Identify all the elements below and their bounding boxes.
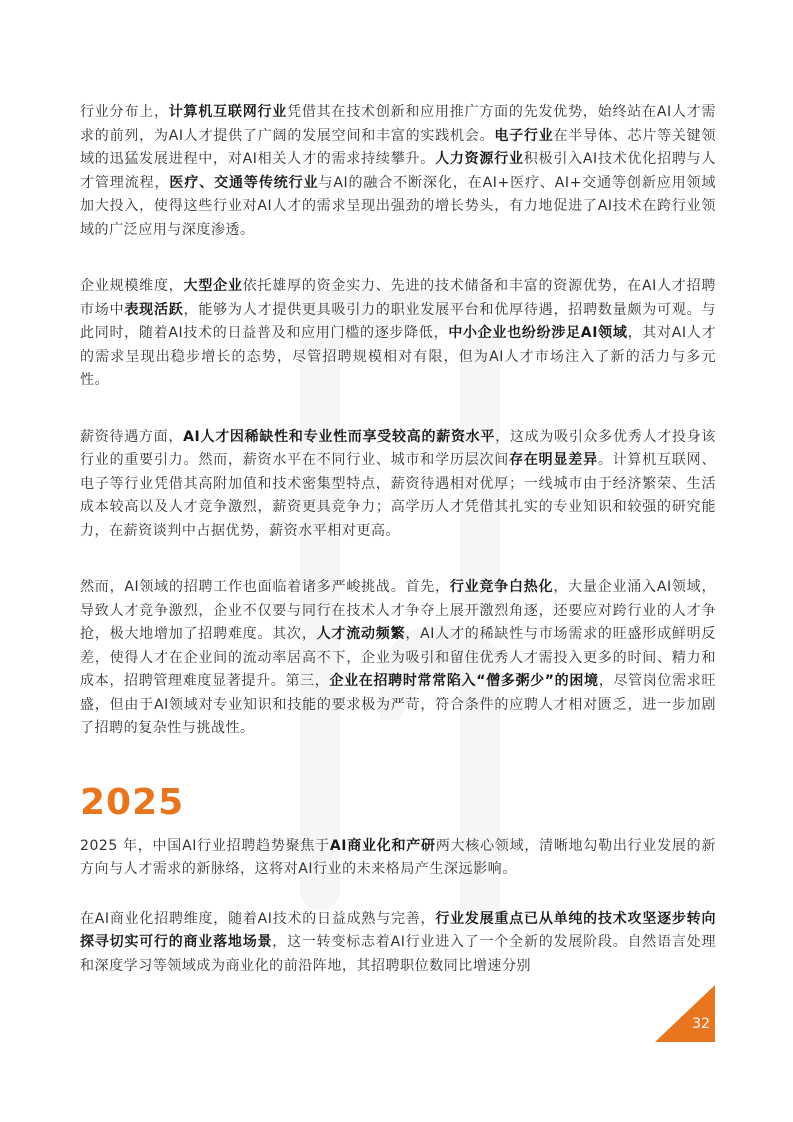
emphasis-text: AI商业化和产研 — [329, 837, 436, 854]
paragraph-industry — [80, 101, 716, 242]
page-number: 32 — [692, 1016, 710, 1032]
emphasis-text: 电子行业 — [494, 127, 554, 144]
body-text: 在AI商业化招聘维度，随着AI技术的日益成熟与完善， — [80, 910, 436, 927]
emphasis-text: 企业在招聘时常常陷入“僧多粥少”的困境 — [329, 673, 599, 689]
body-text: ，AI人才的稀缺性与市场需求的旺盛形成鲜明反差，使得人才在企业间的流动率居高不下，企业为吸引和留住优秀人才需投入更多的时间、精力和成本，招聘管理难度显著提升。第三， — [80, 626, 716, 689]
emphasis-text: AI人才因稀缺性和专业性而享受较高的薪资水平 — [183, 428, 496, 445]
body-text: ，这一转变标志着AI行业进入了一个全新的发展阶段。自然语言处理和深度学习等领域成为商业化的前沿阵地，其招聘职位数同比增速分别 — [80, 934, 716, 974]
body-text: 依托雄厚的资金实力、先进的技术储备和丰富的资源优势，在AI人才招聘市场中 — [80, 278, 716, 318]
paragraph-company-size — [80, 275, 716, 393]
page-corner-triangle — [655, 985, 715, 1042]
body-text: 两大核心领域，清晰地勾勒出行业发展的新方向与人才需求的新脉络，这将对AI行业的未来格局产生深远影响。 — [80, 837, 716, 877]
paragraph-challenges — [80, 576, 716, 741]
emphasis-text: 医疗、交通等传统行业 — [169, 174, 319, 191]
emphasis-text: 存在明显差异 — [509, 452, 598, 468]
body-text: ，能够为人才提供更具吸引力的职业发展平台和优厚待遇，招聘数量颇为可观。与此同时，随着AI技术的日益普及和应用门槛的逐步降低， — [80, 301, 716, 341]
body-text: 然而，AI领域的招聘工作也面临着诸多严峻挑战。首先， — [80, 579, 450, 595]
emphasis-text: 人力资源行业 — [435, 151, 524, 167]
body-text: ，这成为吸引众多优秀人才投身该行业的重要引力。然而，薪资水平在不同行业、城市和学历层次间 — [80, 428, 716, 468]
body-text: 2025 年，中国AI行业招聘趋势聚焦于 — [80, 837, 330, 854]
emphasis-text: 行业竞争白热化 — [449, 579, 554, 595]
emphasis-text: 行业发展重点已从单纯的技术攻坚逐步转向探寻切实可行的商业落地场景 — [80, 910, 716, 950]
emphasis-text: 表现活跃 — [124, 301, 184, 318]
body-text: ，大量企业涌入AI领域，导致人才竞争激烈，企业不仅要与同行在技术人才争夺上展开激烈角逐，还要应对跨行业的人才争抢，极大地增加了招聘难度。其次， — [80, 579, 717, 642]
emphasis-text: 中小企业也纷纷涉足AI领域 — [448, 325, 628, 341]
body-text: ，尽管岗位需求旺盛，但由于AI领域对专业知识和技能的要求极为严苛，符合条件的应聘人才相对匮乏，进一步加剧了招聘的复杂性与挑战性。 — [80, 673, 716, 736]
emphasis-text: 人才流动频繁 — [316, 626, 406, 642]
body-text: 。计算机互联网、电子等行业凭借其高附加值和技术密集型特点，薪资待遇相对优厚；一线城市由于经济繁荣、生活成本较高以及人才竞争激烈，薪资更具竞争力；高学历人才凭借其扎实的专业知识和较强的研究能力，在薪资谈判中占据优势，薪资水平相对更高。 — [80, 452, 716, 539]
section-title-2025: 2025 — [80, 781, 185, 823]
body-text: 积极引入AI技术优化招聘与人才管理流程， — [80, 151, 716, 191]
body-text: ，其对AI人才的需求呈现出稳步增长的态势，尽管招聘规模相对有限，但为AI人才市场注入了新的活力与多元性。 — [80, 325, 716, 388]
body-text: 企业规模维度， — [80, 278, 184, 294]
body-text: 与AI的融合不断深化，在AI+医疗、AI+交通等创新应用领域加大投入，使得这些行业对AI人才的需求呈现出强劲的增长势头，有力地促进了AI技术在跨行业领域的广泛应用与深度渗透。 — [80, 174, 716, 238]
paragraph-2025-commercial — [80, 908, 716, 979]
body-text: 薪资待遇方面， — [80, 428, 184, 445]
body-text: 行业分布上， — [80, 104, 169, 120]
body-text: 凭借其在技术创新和应用推广方面的先发优势，始终站在AI人才需求的前列，为AI人才提供了广阔的发展空间和丰富的实践机会。 — [80, 104, 716, 144]
paragraph-salary — [80, 426, 716, 544]
emphasis-text: 大型企业 — [183, 278, 243, 294]
paragraph-2025-intro — [80, 835, 716, 882]
emphasis-text: 计算机互联网行业 — [168, 104, 288, 120]
page-content — [80, 101, 716, 1011]
body-text: 在半导体、芯片等关键领域的迅猛发展进程中，对AI相关人才的需求持续攀升。 — [80, 127, 716, 167]
